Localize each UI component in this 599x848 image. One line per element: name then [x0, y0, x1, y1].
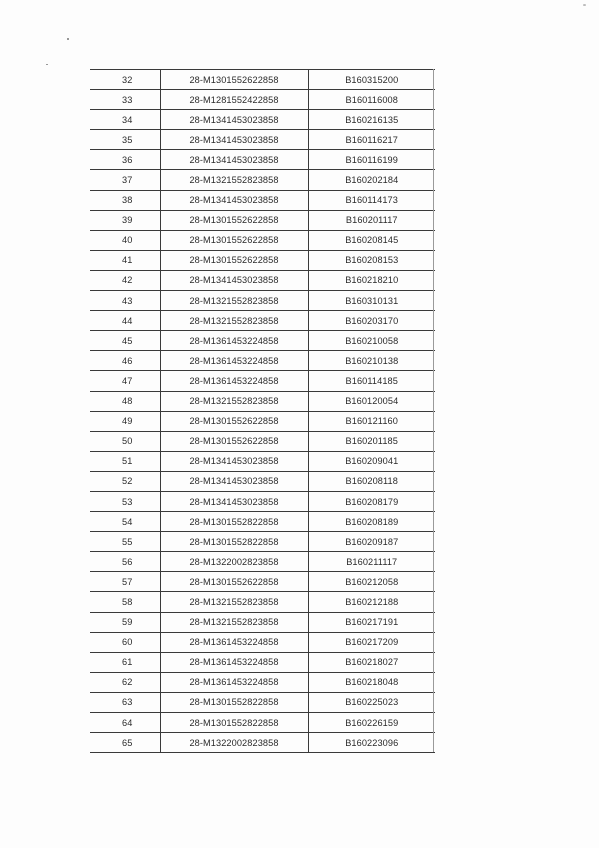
- row-number-cell: 48: [90, 391, 160, 411]
- product-code-cell: 28-M1301552622858: [160, 210, 308, 230]
- batch-number-cell: B160203170: [308, 311, 435, 331]
- table-right-border: [433, 69, 434, 752]
- table-row: [90, 612, 435, 632]
- product-code-cell: 28-M1341453023858: [160, 491, 308, 511]
- table-row: [90, 592, 435, 612]
- table-row: [90, 130, 435, 150]
- batch-number-cell: B160210138: [308, 351, 435, 371]
- batch-number-cell: B160208153: [308, 250, 435, 270]
- batch-number-cell: B160211117: [308, 552, 435, 572]
- row-number-cell: 59: [90, 612, 160, 632]
- row-number-cell: 33: [90, 90, 160, 110]
- table-row: [90, 90, 435, 110]
- table-row: [90, 471, 435, 491]
- table-row: [90, 270, 435, 290]
- product-code-cell: 28-M1301552822858: [160, 692, 308, 712]
- table-row: [90, 391, 435, 411]
- row-number-cell: 65: [90, 733, 160, 753]
- batch-number-cell: B160209187: [308, 532, 435, 552]
- table-row: [90, 451, 435, 471]
- batch-number-cell: B160116217: [308, 130, 435, 150]
- product-code-cell: 28-M1301552622858: [160, 411, 308, 431]
- row-number-cell: 61: [90, 652, 160, 672]
- batch-number-cell: B160210058: [308, 331, 435, 351]
- product-code-cell: 28-M1301552622858: [160, 431, 308, 451]
- row-number-cell: 34: [90, 110, 160, 130]
- table-row: [90, 190, 435, 210]
- row-number-cell: 62: [90, 672, 160, 692]
- row-number-cell: 32: [90, 70, 160, 90]
- product-code-cell: 28-M1321552823858: [160, 291, 308, 311]
- table-row: [90, 552, 435, 572]
- product-code-cell: 28-M1341453023858: [160, 130, 308, 150]
- row-number-cell: 57: [90, 572, 160, 592]
- table-row: [90, 713, 435, 733]
- batch-number-cell: B160114185: [308, 371, 435, 391]
- batch-number-cell: B160212058: [308, 572, 435, 592]
- product-code-cell: 28-M1361453224858: [160, 371, 308, 391]
- table-row: [90, 733, 435, 753]
- product-code-cell: 28-M1341453023858: [160, 190, 308, 210]
- row-number-cell: 35: [90, 130, 160, 150]
- product-code-cell: 28-M1361453224858: [160, 652, 308, 672]
- batch-number-cell: B160225023: [308, 692, 435, 712]
- batch-number-cell: B160121160: [308, 411, 435, 431]
- table-row: [90, 210, 435, 230]
- product-code-cell: 28-M1361453224858: [160, 331, 308, 351]
- row-number-cell: 63: [90, 692, 160, 712]
- batch-number-cell: B160212188: [308, 592, 435, 612]
- row-number-cell: 50: [90, 431, 160, 451]
- batch-number-cell: B160217209: [308, 632, 435, 652]
- product-code-cell: 28-M1301552622858: [160, 250, 308, 270]
- batch-number-cell: B160208179: [308, 491, 435, 511]
- table-row: [90, 491, 435, 511]
- batch-number-cell: B160217191: [308, 612, 435, 632]
- product-code-cell: 28-M1341453023858: [160, 110, 308, 130]
- row-number-cell: 41: [90, 250, 160, 270]
- batch-number-cell: B160310131: [308, 291, 435, 311]
- row-number-cell: 54: [90, 512, 160, 532]
- product-code-cell: 28-M1341453023858: [160, 150, 308, 170]
- table-row: [90, 110, 435, 130]
- row-number-cell: 60: [90, 632, 160, 652]
- batch-number-cell: B160209041: [308, 451, 435, 471]
- batch-number-cell: B160114173: [308, 190, 435, 210]
- table-row: [90, 512, 435, 532]
- product-code-cell: 28-M1301552622858: [160, 572, 308, 592]
- table-row: [90, 371, 435, 391]
- table-row: [90, 150, 435, 170]
- product-code-cell: 28-M1281552422858: [160, 90, 308, 110]
- table-row: [90, 351, 435, 371]
- batch-number-cell: B160226159: [308, 713, 435, 733]
- row-number-cell: 58: [90, 592, 160, 612]
- table-row: [90, 632, 435, 652]
- product-code-cell: 28-M1341453023858: [160, 471, 308, 491]
- batch-number-cell: B160218048: [308, 672, 435, 692]
- product-code-cell: 28-M1321552823858: [160, 612, 308, 632]
- table-row: [90, 291, 435, 311]
- table-row: [90, 672, 435, 692]
- product-code-cell: 28-M1361453224858: [160, 672, 308, 692]
- row-number-cell: 36: [90, 150, 160, 170]
- batch-number-cell: B160208118: [308, 471, 435, 491]
- product-code-cell: 28-M1322002823858: [160, 552, 308, 572]
- row-number-cell: 43: [90, 291, 160, 311]
- product-code-cell: 28-M1322002823858: [160, 733, 308, 753]
- row-number-cell: 38: [90, 190, 160, 210]
- table-row: [90, 250, 435, 270]
- scan-speck: [67, 38, 69, 40]
- product-code-cell: 28-M1301552822858: [160, 713, 308, 733]
- row-number-cell: 49: [90, 411, 160, 431]
- row-number-cell: 42: [90, 270, 160, 290]
- row-number-cell: 46: [90, 351, 160, 371]
- table-row: [90, 70, 435, 90]
- row-number-cell: 37: [90, 170, 160, 190]
- row-number-cell: 64: [90, 713, 160, 733]
- table-row: [90, 652, 435, 672]
- product-code-cell: 28-M1301552822858: [160, 512, 308, 532]
- row-number-cell: 40: [90, 230, 160, 250]
- table-row: [90, 311, 435, 331]
- product-code-cell: 28-M1321552823858: [160, 391, 308, 411]
- table-row: [90, 572, 435, 592]
- row-number-cell: 51: [90, 451, 160, 471]
- product-code-cell: 28-M1361453224858: [160, 351, 308, 371]
- table-row: [90, 170, 435, 190]
- scan-speck: [46, 64, 48, 65]
- batch-number-cell: B160201185: [308, 431, 435, 451]
- batch-number-cell: B160208189: [308, 512, 435, 532]
- product-code-cell: 28-M1301552822858: [160, 532, 308, 552]
- batch-number-cell: B160202184: [308, 170, 435, 190]
- batch-number-cell: B160120054: [308, 391, 435, 411]
- row-number-cell: 56: [90, 552, 160, 572]
- table-row: [90, 431, 435, 451]
- batch-number-cell: B160218027: [308, 652, 435, 672]
- batch-number-cell: B160116008: [308, 90, 435, 110]
- batch-number-cell: B160216135: [308, 110, 435, 130]
- product-code-cell: 28-M1321552823858: [160, 170, 308, 190]
- batch-number-cell: B160208145: [308, 230, 435, 250]
- row-number-cell: 55: [90, 532, 160, 552]
- row-number-cell: 44: [90, 311, 160, 331]
- table-row: [90, 692, 435, 712]
- product-code-cell: 28-M1341453023858: [160, 451, 308, 471]
- batch-number-cell: B160116199: [308, 150, 435, 170]
- batch-number-cell: B160201117: [308, 210, 435, 230]
- product-code-cell: 28-M1301552622858: [160, 230, 308, 250]
- scan-speck: [583, 4, 586, 6]
- table-row: [90, 230, 435, 250]
- product-code-cell: 28-M1361453224858: [160, 632, 308, 652]
- product-code-cell: 28-M1341453023858: [160, 270, 308, 290]
- row-number-cell: 45: [90, 331, 160, 351]
- table-row: [90, 411, 435, 431]
- table-row: [90, 532, 435, 552]
- batch-number-cell: B160218210: [308, 270, 435, 290]
- table-row: [90, 331, 435, 351]
- batch-number-cell: B160315200: [308, 70, 435, 90]
- product-code-cell: 28-M1321552823858: [160, 592, 308, 612]
- batch-table: [90, 69, 435, 753]
- row-number-cell: 53: [90, 491, 160, 511]
- product-code-cell: 28-M1321552823858: [160, 311, 308, 331]
- batch-number-cell: B160223096: [308, 733, 435, 753]
- row-number-cell: 39: [90, 210, 160, 230]
- product-code-cell: 28-M1301552622858: [160, 70, 308, 90]
- row-number-cell: 52: [90, 471, 160, 491]
- row-number-cell: 47: [90, 371, 160, 391]
